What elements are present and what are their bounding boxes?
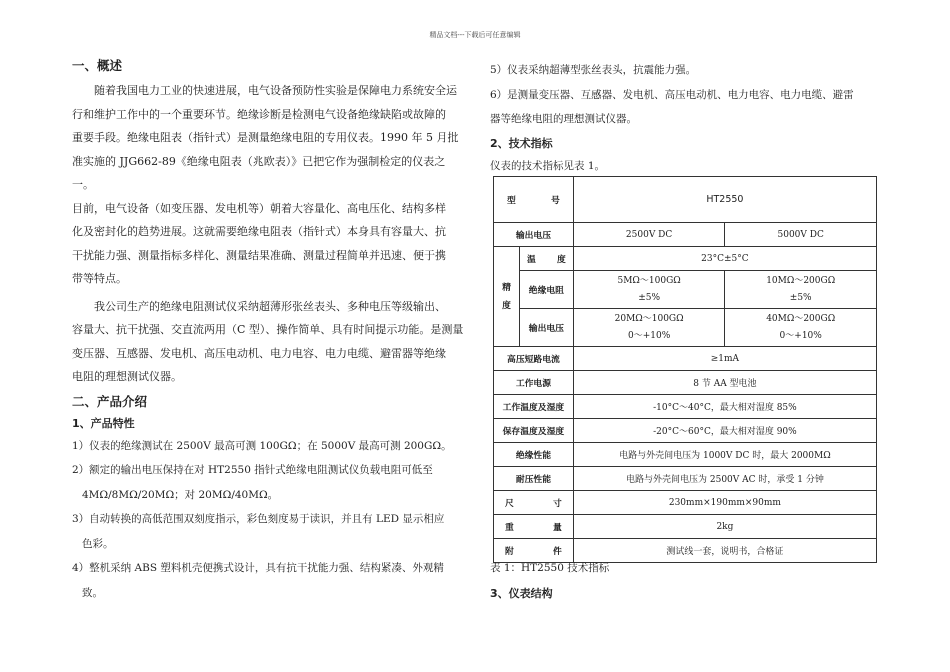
storage-env-label: 保存温度及湿度 [494,419,574,443]
withstand-label: 耐压性能 [494,467,574,491]
table-row [494,247,877,271]
page-header: 精品文档---下载后可任意编辑 [429,31,521,39]
feature-item-5: 5）仪表采纳超薄型张丝表头，抗震能力强。 [490,64,697,76]
feature-item-6-cont: 器等绝缘电阻的理想测试仪器。 [490,113,637,125]
work-env-value: -10°C～40°C，最大相对湿度 85% [573,395,876,419]
weight-value: 2kg [573,515,876,539]
table-row [494,419,877,443]
short-circuit-value: ≥1mA [573,347,876,371]
feature-item: 3）自动转换的高低范围双刻度指示，彩色刻度易于读识，并且有 LED 显示相应 色彩。 [72,513,445,550]
section-1-title: 一、概述 [72,58,123,73]
table-row [494,467,877,491]
accessories-label: 附 件 [494,539,574,563]
accuracy-label: 精 度 [494,247,520,347]
table-row [494,223,877,247]
temperature-label: 温 度 [519,247,573,271]
size-value: 230mm×190mm×90mm [573,491,876,515]
insulation-5000-cell: 10MΩ～200GΩ ±5% [725,271,877,309]
company-line: 容量大、抗干扰强、交直流两用（C 型）、操作简单、具有时间提示功能。是测量 [72,323,464,336]
short-circuit-label: 高压短路电流 [494,347,574,371]
weight-label: 重 量 [494,515,574,539]
model-value: HT2550 [573,177,876,223]
overview-line: 目前，电气设备（如变压器、发电机等）朝着大容量化、高电压化、结构多样 [72,201,446,215]
power-label: 工作电源 [494,371,574,395]
overview-line: 重要手段。绝缘电阻表（指针式）是测量绝缘电阻的专用仪表。1990 年 5 月批 [72,131,459,144]
section-2-2-title: 2、技术指标 [490,136,553,150]
company-line: 变压器、互感器、发电机、高压电动机、电力电容、电力电缆、避雷器等绝缘 [72,346,446,360]
feature-item-6: 6）是测量变压器、互感器、发电机、高压电动机、电力电容、电力电缆、避雷 [490,88,854,101]
size-label: 尺 寸 [494,491,574,515]
section-2-3-title: 3、仪表结构 [490,587,553,600]
company-line: 电阻的理想测试仪器。 [72,370,182,383]
insulation-performance-label: 绝缘性能 [494,443,574,467]
output-voltage-5000: 5000V DC [725,223,877,247]
power-value: 8 节 AA 型电池 [573,371,876,395]
accessories-value: 测试线一套，说明书，合格证 [573,539,876,563]
table-row [494,177,877,223]
feature-item: 1）仪表的绝缘测试在 2500V 最高可测 100GΩ；在 5000V 最高可测 200GΩ。 [72,439,452,452]
insulation-2500-cell: 5MΩ～100GΩ ±5% [573,271,725,309]
overview-line: 随着我国电力工业的快速进展，电气设备预防性实验是保障电力系统安全运 [94,84,457,97]
company-line: 我公司生产的绝缘电阻测试仪采纳超薄形张丝表头、多种电压等级输出、 [94,299,446,313]
overview-line: 干扰能力强、测量指标多样化、测量结果准确、测量过程简单并迅速、便于携 [72,248,446,262]
output-2500-cell: 20MΩ～100GΩ 0～+10% [573,309,725,347]
output-voltage-accuracy-label: 输出电压 [519,309,573,347]
insulation-performance-value: 电路与外壳间电压为 1000V DC 时，最大 2000MΩ [573,443,876,467]
table-row [494,309,877,347]
table-row [494,395,877,419]
table-row [494,271,877,309]
table-row [494,443,877,467]
overview-line: 准实施的 JJG662-89《绝缘电阻表（兆欧表）》已把它作为强制检定的仪表之一。 [72,154,446,191]
table-row [494,371,877,395]
table-row [494,491,877,515]
overview-line: 化及密封化的趋势进展。这就需要绝缘电阻表（指针式）本身具有容量大、抗 [72,225,446,238]
output-5000-cell: 40MΩ～200GΩ 0～+10% [725,309,877,347]
withstand-value: 电路与外壳间电压为 2500V AC 时，承受 1 分钟 [573,467,876,491]
table-intro: 仪表的技术指标见表 1。 [490,159,606,172]
table-row [494,539,877,563]
left-column [72,56,464,605]
section-2-title: 二、产品介绍 [72,393,148,409]
insulation-resistance-label: 绝缘电阻 [519,271,573,309]
feature-item: 4）整机采纳 ABS 塑料机壳便携式设计，具有抗干扰能力强、结构紧凑、外观精 致。 [72,562,444,599]
table-caption: 表 1：HT2550 技术指标 [490,562,610,574]
model-label: 型 号 [494,177,574,223]
storage-env-value: -20°C～60°C，最大相对湿度 90% [573,419,876,443]
output-voltage-2500: 2500V DC [573,223,725,247]
section-2-1-title: 1、产品特性 [72,416,135,430]
work-env-label: 工作温度及湿度 [494,395,574,419]
table-row [494,515,877,539]
overview-line: 带等特点。 [72,272,127,285]
output-voltage-label: 输出电压 [494,223,574,247]
spec-table [493,176,877,563]
feature-item: 2）额定的输出电压保持在对 HT2550 指针式绝缘电阻测试仪负载电阻可低至 4MΩ/8MΩ/20MΩ；对 20MΩ/40MΩ。 [72,464,433,501]
table-row [494,347,877,371]
right-column [490,58,885,178]
temperature-value: 23°C±5°C [573,247,876,271]
overview-line: 行和维护工作中的一个重要环节。绝缘诊断是检测电气设备绝缘缺陷或故障的 [72,107,446,121]
